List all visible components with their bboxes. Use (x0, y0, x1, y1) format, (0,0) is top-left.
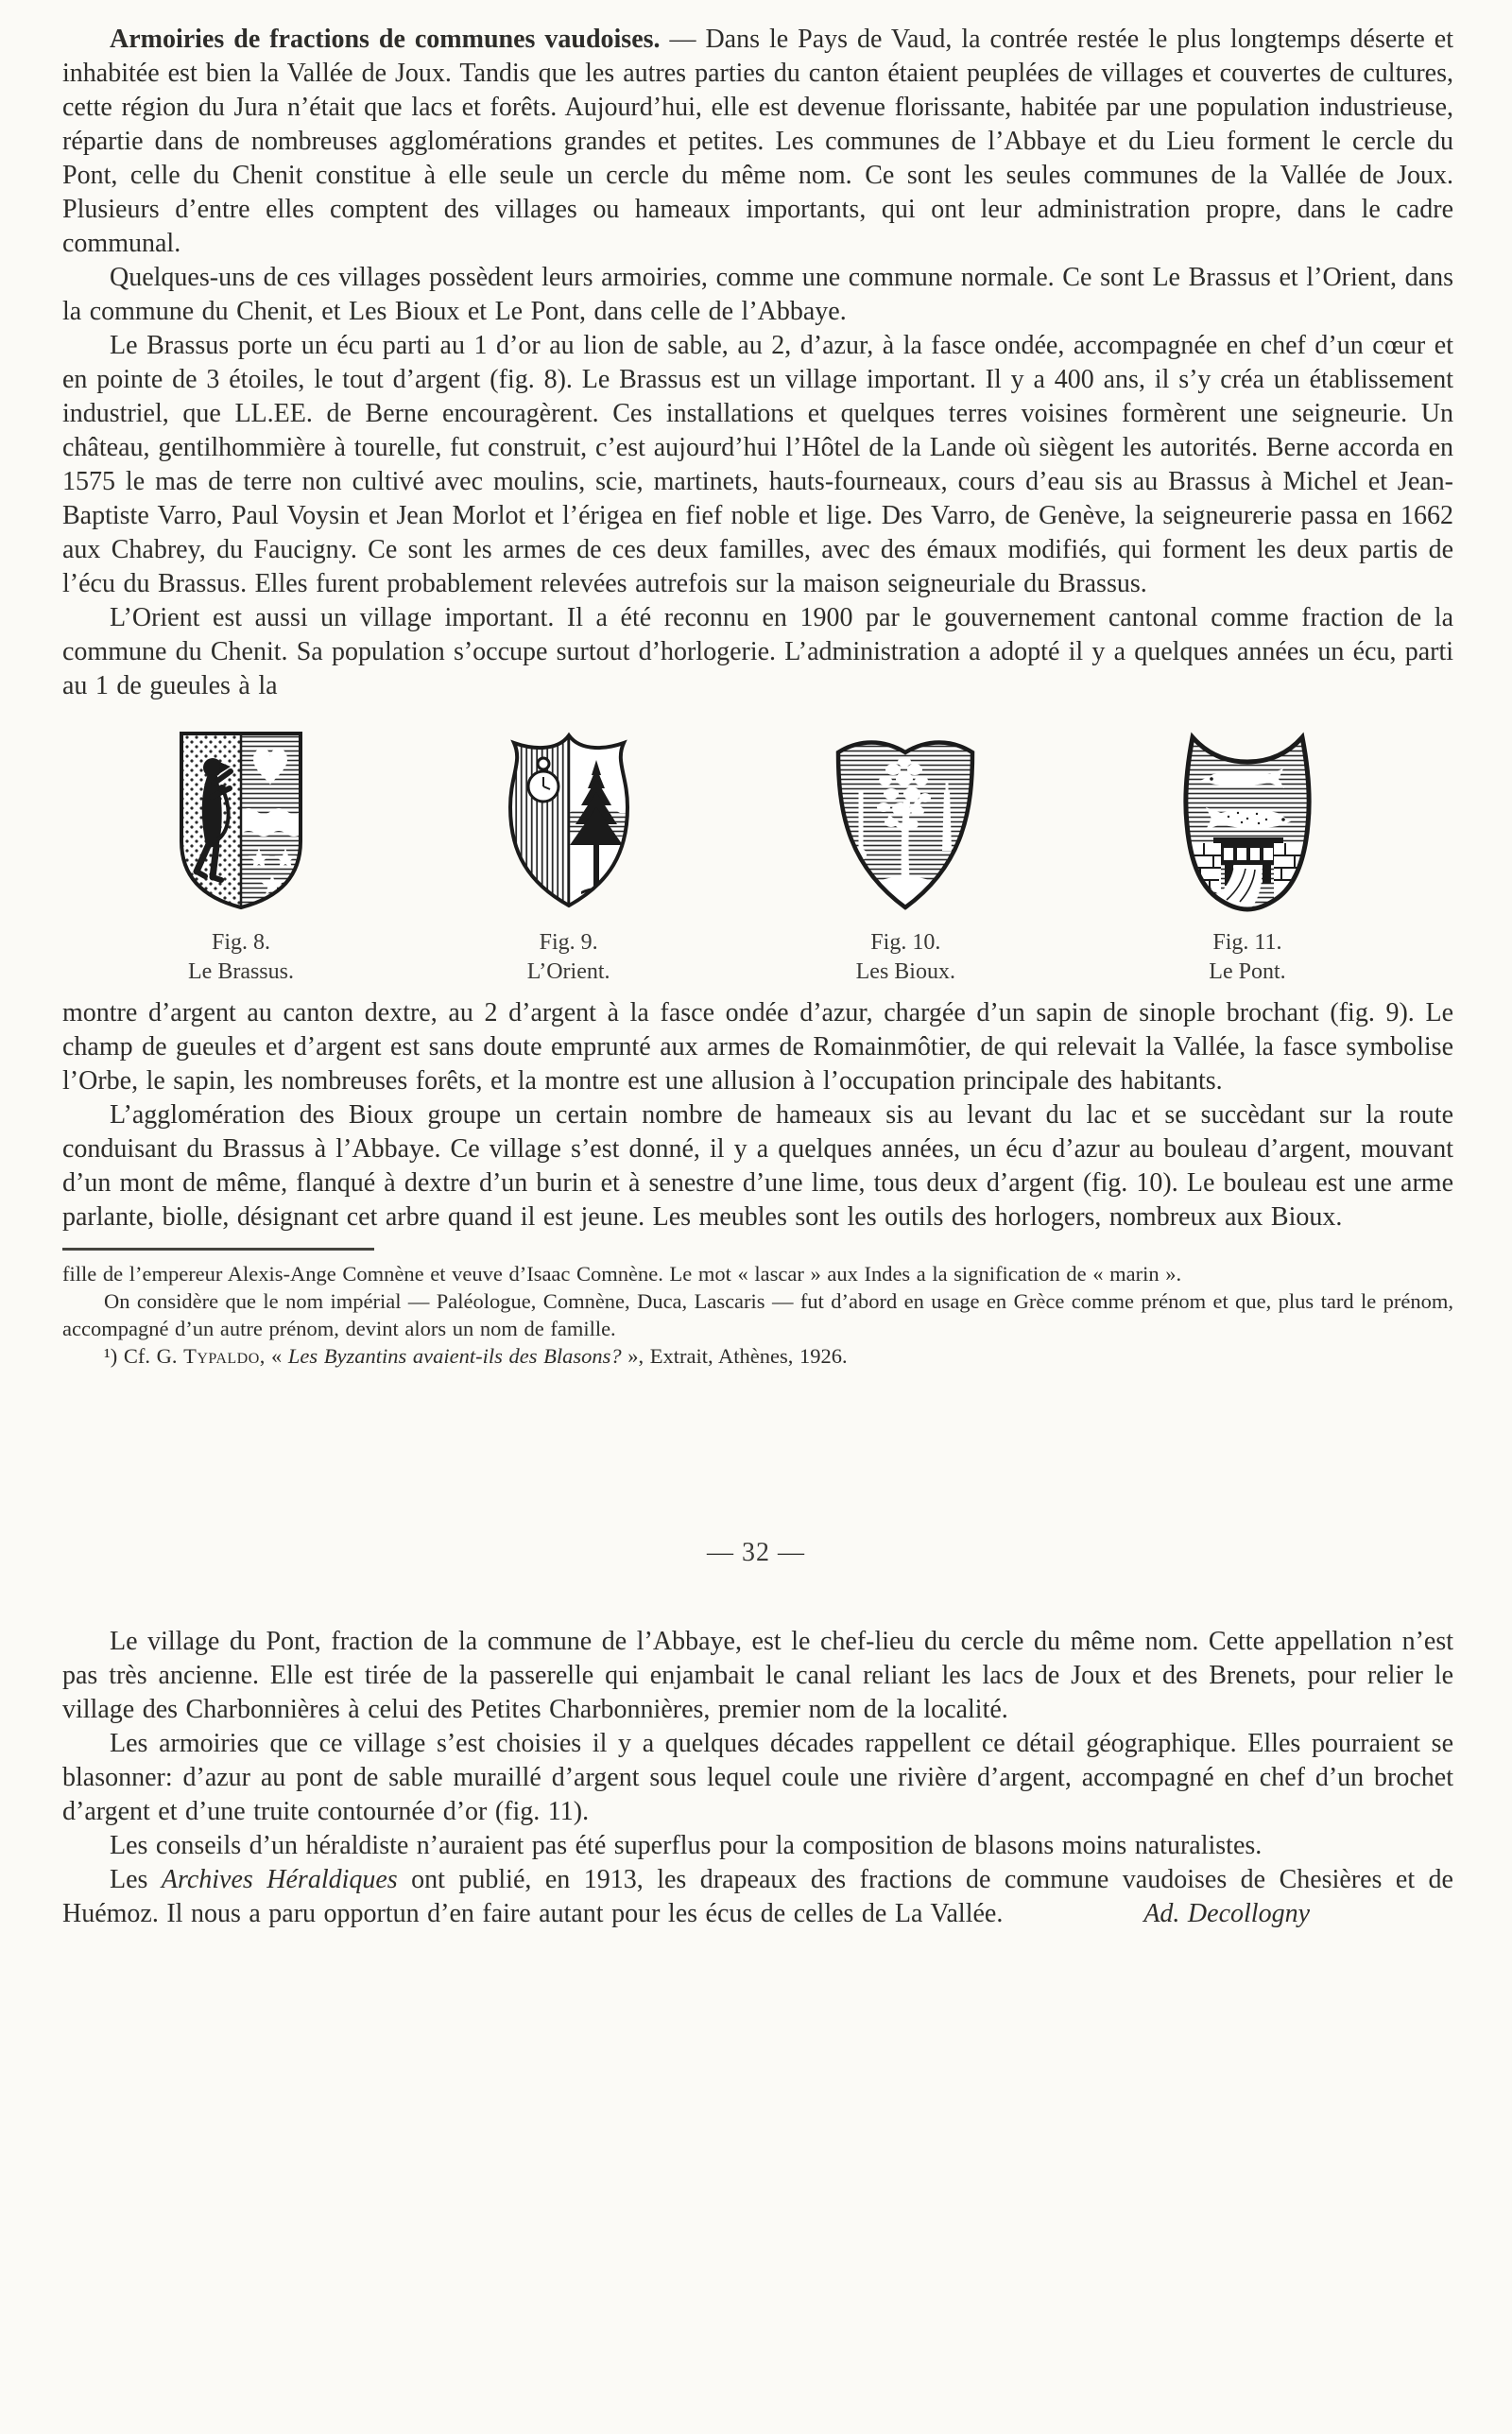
coat-of-arms-l-orient-icon (498, 720, 640, 919)
article-middle-text (62, 996, 1453, 1234)
paragraph-brassus: Le Brassus porte un écu parti au 1 d’or au lion de sable, au 2, d’azur, à la fasce ondée, accompagnée en chef d’un cœur et en pointe de 3 étoiles, le tout d’argent (fig. 8). Le Brassus est un village important. Il y a 400 ans, il s’y créa un établissement industriel, que LL.EE. de Berne encouragèrent. Ces installations et quelques terres voisines formèrent une seigneurie. Un château, gentilhommière à tourelle, fut construit, c’est aujourd’hui l’Hôtel de la Lande où siègent les autorités. Berne accorda en 1575 le mas de terre non cultivé avec moulins, scie, martinets, hauts-fourneaux, cours d’eau sis au Brassus à Michel et Jean-Baptiste Varro, Paul Voysin et Jean Morlot et l’érigea en fief noble et lige. Des Varro, de Genève, la seigneurerie passa en 1662 aux Chabrey, du Faucigny. Ce sont les armes de ces deux familles, avec des émaux modifiés, qui forment les deux partis de l’écu du Brassus. Elles furent probablement relevées autrefois sur la maison seigneuriale du Brassus. (62, 331, 1453, 598)
figure-caption-block (1209, 928, 1285, 987)
footnote-citation-suffix: », Extrait, Athènes, 1926. (621, 1344, 848, 1368)
paragraph-heraldiste: Les conseils d’un héraldiste n’auraient pas été superflus pour la composition de blasons moins naturalistes. (110, 1831, 1263, 1860)
figure-les-bioux (825, 720, 986, 987)
figure-caption: Le Pont. (1209, 959, 1286, 984)
figure-caption: Les Bioux. (855, 959, 955, 984)
footnote-work-title: Les Byzantins avaient-ils des Blasons? (287, 1344, 622, 1368)
article-lower-text (62, 1625, 1453, 1931)
paragraph-intro (62, 23, 1453, 261)
figure-caption-block (856, 928, 955, 987)
figures-row (0, 703, 1512, 996)
paragraph-le-pont: Le village du Pont, fraction de la commune de l’Abbaye, est le chef-lieu du cercle du même nom. Cette appellation n’est pas très ancienne. Elle est tirée de la passerelle qui enjambait le canal reliant les lacs de Joux et des Brenets, pour relier le village des Charbonnières à celui des Petites Charbonnières, premier nom de la localité. (62, 1627, 1453, 1724)
paragraph-closing (62, 1863, 1453, 1931)
footnote-citation-mid: , « (259, 1344, 288, 1368)
paragraph-orient: L’Orient est aussi un village important. Il a été reconnu en 1900 par le gouvernement cantonal comme fraction de la commune du Chenit. Sa population s’occupe surtout d’horlogerie. L’administration a adopté il y a quelques années un écu, parti au 1 de gueules à la (62, 603, 1453, 700)
paragraph-villages: Quelques-uns de ces villages possèdent leurs armoiries, comme une commune normale. Ce sont Le Brassus et l’Orient, dans la commune du Chenit, et Les Bioux et Le Pont, dans celle de l’Abbaye. (62, 263, 1453, 326)
figure-caption-block (527, 928, 610, 987)
footnote-author-name: Typaldo (183, 1344, 260, 1368)
coat-of-arms-le-pont-icon (1172, 720, 1323, 919)
article-title: Armoiries de fractions de communes vaudoises. (110, 25, 661, 54)
closing-prefix: Les (110, 1865, 162, 1894)
figure-caption: Le Brassus. (188, 959, 294, 984)
masonry-right-icon (1274, 843, 1306, 900)
figure-caption: L’Orient. (526, 959, 610, 984)
paragraph-orient-continued: montre d’argent au canton dextre, au 2 d’argent à la fasce ondée d’azur, chargée d’un sapin de sinople brochant (fig. 9). Le champ de gueules et d’argent est sans doute emprunté aux armes de Romainmôtier, de qui relevait la Vallée, la fasce symbolise l’Orbe, le sapin, les nombreuses forêts, et la montre est une allusion à l’occupation principale des habitants. (62, 998, 1453, 1096)
article-upper-text (62, 0, 1453, 703)
paragraph-armoiries-pont: Les armoiries que ce village s’est choisies il y a quelques décades rappellent ce détail géographique. Elles pourraient se blasonner: d’azur au pont de sable muraillé d’argent sous lequel coule une rivière d’argent, accompagné en chef d’un brochet d’argent et d’une truite contournée d’or (fig. 11). (62, 1729, 1453, 1826)
closing-rest: ont publié, en 1913, les drapeaux des fractions de commune vaudoises de Chesières et de Huémoz. Il nous a paru opportun d’en faire autant pour les écus de celles de La Vallée. (62, 1865, 1453, 1928)
paragraph-bioux: L’agglomération des Bioux groupe un certain nombre de hameaux sis au levant du lac et se succèdant sur la route conduisant du Brassus à l’Abbaye. Ce village s’est donné, il y a quelques années, un écu d’azur au bouleau d’argent, mouvant d’un mont de même, flanqué à dextre d’un burin et à senestre d’une lime, tous deux d’argent (fig. 10). Le bouleau est une arme parlante, biolle, désignant cet arbre quand il est jeune. Les meubles sont les outils des horlogers, nombreux aux Bioux. (62, 1100, 1453, 1232)
figure-label: Fig. 8. (211, 930, 270, 955)
figure-label: Fig. 9. (539, 930, 598, 955)
figure-label: Fig. 11. (1212, 930, 1282, 955)
footnotes (62, 1260, 1453, 1370)
page-number: — 32 — (707, 1538, 805, 1567)
figure-le-brassus (170, 720, 312, 987)
figure-label: Fig. 10. (870, 930, 941, 955)
coat-of-arms-le-brassus-icon (170, 720, 312, 919)
coat-of-arms-les-bioux-icon (825, 720, 986, 919)
author-signature: Ad. Decollogny (1143, 1899, 1310, 1928)
archives-heraldiques-title: Archives Héraldiques (161, 1865, 398, 1894)
footnote-citation-prefix: ¹) Cf. G. (104, 1344, 184, 1368)
footnote-rule (62, 1248, 374, 1251)
paragraph-intro-text: — Dans le Pays de Vaud, la contrée restée le plus longtemps déserte et inhabitée est bien la Vallée de Joux. Tandis que les autres parties du canton étaient peuplées de villages et couvertes de cultures, cette région du Jura n’était que lacs et forêts. Aujourd’hui, elle est devenue florissante, habitée par une population industrieuse, répartie dans de nombreuses agglomérations grandes et petites. Les communes de l’Abbaye et du Lieu forment le cercle du Pont, celle du Chenit constitue à elle seule un cercle du même nom. Ce sont les seules communes de la Vallée de Joux. Plusieurs d’entre elles comptent des villages ou hameaux importants, qui ont leur administration propre, dans le cadre communal. (62, 25, 1453, 258)
figure-l-orient (498, 720, 640, 987)
figure-caption-block (188, 928, 294, 987)
figure-le-pont (1172, 720, 1323, 987)
footnote-continuation: fille de l’empereur Alexis-Ange Comnène et veuve d’Isaac Comnène. Le mot « lascar » aux Indes a la signification de « marin ». (62, 1262, 1182, 1286)
footnote-imperial-name: On considère que le nom impérial — Paléologue, Comnène, Duca, Lascaris — fut d’abord en usage en Grèce comme prénom et que, plus tard le prénom, accompagné d’un autre prénom, devint alors un nom de famille. (62, 1289, 1453, 1340)
footnote-citation (62, 1342, 1453, 1370)
